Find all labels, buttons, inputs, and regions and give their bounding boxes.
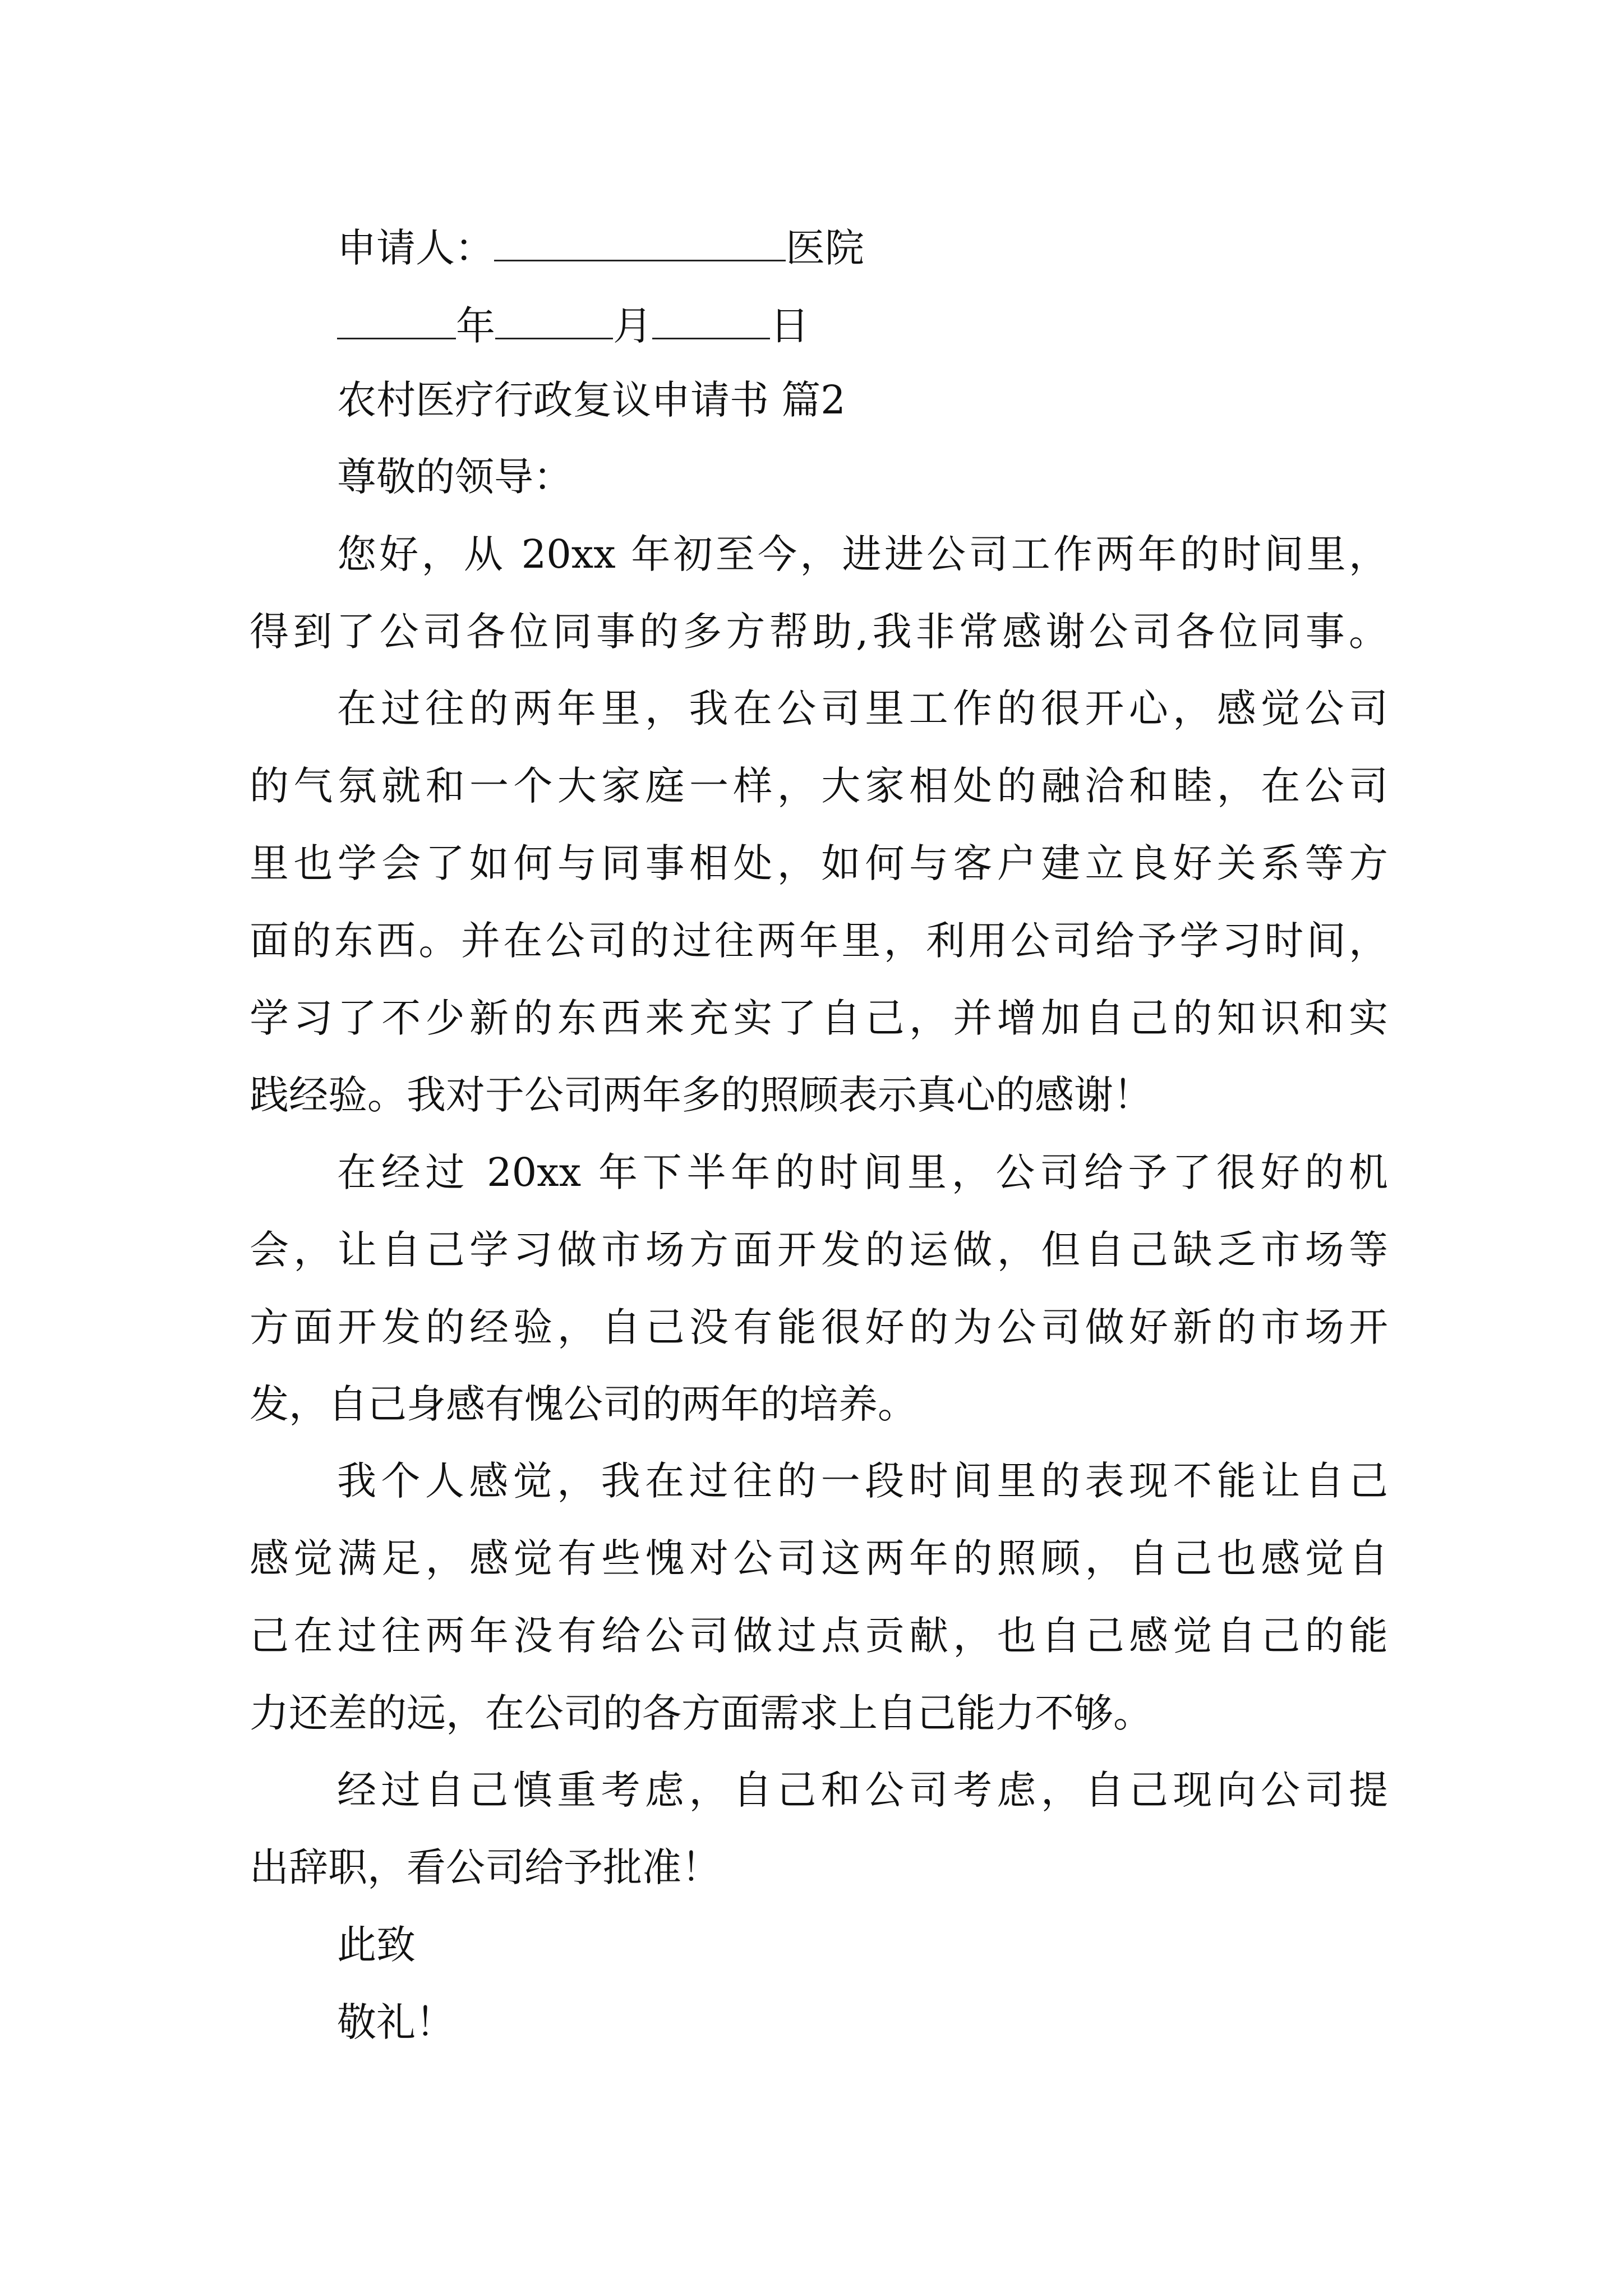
body-line: 里也学会了如何与同事相处，如何与客户建立良好关系等方 [250,840,1388,886]
body-line: 出辞职，看公司给予批准！ [250,1844,721,1890]
salute-line: 敬礼！ [337,1999,455,2045]
applicant-blank [494,216,786,261]
body-line: 经过自己慎重考虑，自己和公司考虑，自己现向公司提 [337,1767,1388,1813]
year-blank [337,294,456,339]
body-line: 力还差的远，在公司的各方面需求上自己能力不够。 [250,1690,1152,1736]
body-line: 践经验。我对于公司两年多的照顾表示真心的感谢！ [250,1072,1152,1118]
body-line: 在经过 20xx 年下半年的时间里，公司给予了很好的机 [337,1149,1388,1195]
body-line: 的气氛就和一个大家庭一样，大家相处的融洽和睦，在公司 [250,763,1388,809]
document-title: 农村医疗行政复议申请书 篇2 [337,377,846,423]
body-line: 己在过往两年没有给公司做过点贡献，也自己感觉自己的能 [250,1613,1388,1659]
date-line [337,294,1476,350]
year-label: 年 [456,303,495,349]
body-line: 面的东西。并在公司的过往两年里，利用公司给予学习时间， [250,918,1388,964]
applicant-line [337,216,1476,272]
body-line: 得到了公司各位同事的多方帮助,我非常感谢公司各位同事。 [250,609,1388,655]
month-blank [495,294,613,339]
body-line: 在过往的两年里，我在公司里工作的很开心，感觉公司 [337,685,1388,731]
greeting: 尊敬的领导： [337,454,573,500]
body-line: 您好，从 20xx 年初至今，进进公司工作两年的时间里， [337,531,1388,577]
body-line: 我个人感觉，我在过往的一段时间里的表现不能让自己 [337,1458,1388,1504]
closing-line: 此致 [337,1922,416,1968]
day-blank [652,294,770,339]
body-line: 会，让自己学习做市场方面开发的运做，但自己缺乏市场等 [250,1227,1388,1273]
day-label: 日 [770,303,809,349]
body-line: 方面开发的经验，自己没有能很好的为公司做好新的市场开 [250,1304,1388,1350]
body-line: 学习了不少新的东西来充实了自己，并增加自己的知识和实 [250,995,1388,1041]
applicant-suffix: 医院 [786,225,864,271]
applicant-label: 申请人： [337,225,494,271]
month-label: 月 [613,303,652,349]
body-line: 感觉满足，感觉有些愧对公司这两年的照顾，自己也感觉自 [250,1535,1388,1581]
body-line: 发，自己身感有愧公司的两年的培养。 [250,1381,917,1427]
